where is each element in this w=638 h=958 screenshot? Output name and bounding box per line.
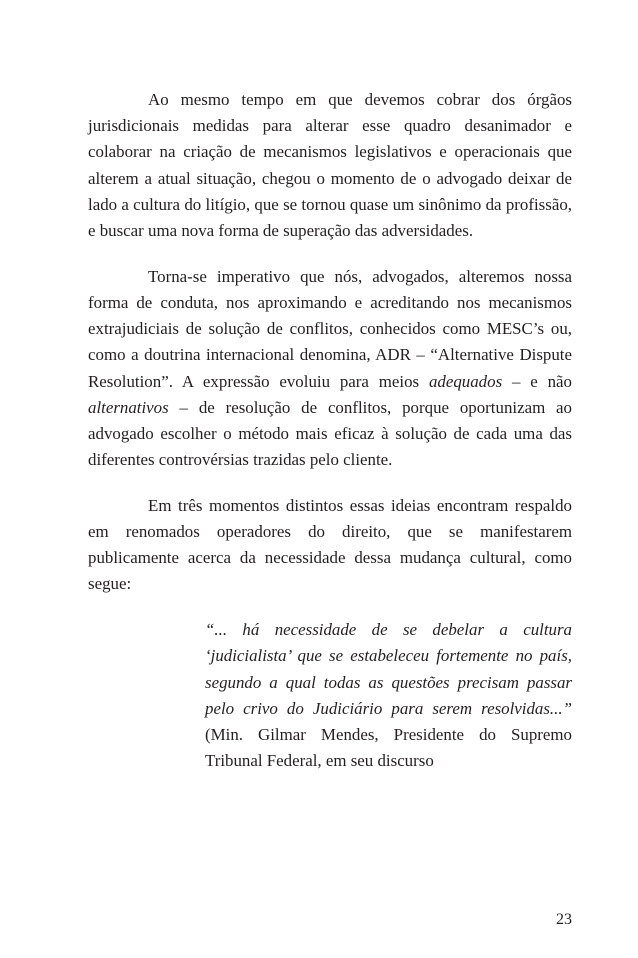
paragraph-2 <box>88 264 572 474</box>
page-number: 23 <box>556 911 572 928</box>
paragraph-1: Ao mesmo tempo em que devemos cobrar dos órgãos jurisdicionais medidas para alterar esse quadro desanimador e colaborar na criação de mecanismos legislativos e operacionais que alterem a atual situação, chegou o momento de o advogado deixar de lado a cultura do litígio, que se tornou quase um sinônimo da profissão, e buscar uma nova forma de superação das adversidades. <box>88 90 572 241</box>
quote-text: “... há necessidade de se debelar a cultura ‘judicialista’ que se estabeleceu fortemente no país, segundo a qual todas as questões precisam passar pelo crivo do Judiciário para serem resolvidas...” <box>205 620 572 718</box>
paragraph-2-italic-alternativos: alternativos <box>88 397 169 417</box>
paragraph-2-italic-adequados: adequados <box>428 371 503 391</box>
body-text <box>88 87 572 774</box>
paragraph-2-text-b: – e não <box>502 371 572 391</box>
paragraph-3: Em três momentos distintos essas ideias encontram respaldo em renomados operadores do direito, que se manifestarem publicamente acerca da necessidade dessa mudança cultural, como segue: <box>88 495 572 594</box>
quote-attribution: (Min. Gilmar Mendes, Presidente do Supremo Tribunal Federal, em seu discurso <box>205 724 572 771</box>
paragraph-2-text-c: – de resolução de conflitos, porque oportunizam ao advogado escolher o método mais eficaz à solução de cada uma das diferentes controvérsias trazidas pelo cliente. <box>88 397 572 470</box>
paragraph-2-text-a: Torna-se imperativo que nós, advogados, alteremos nossa forma de conduta, nos aproximando e acreditando nos mecanismos extrajudiciais de solução de conflitos, conhecidos como MESC’s ou, como a doutrina internacional denomina, ADR – “Alternative Dispute Resolution”. A expressão evoluiu para meios <box>88 266 572 391</box>
block-quote <box>205 617 572 774</box>
